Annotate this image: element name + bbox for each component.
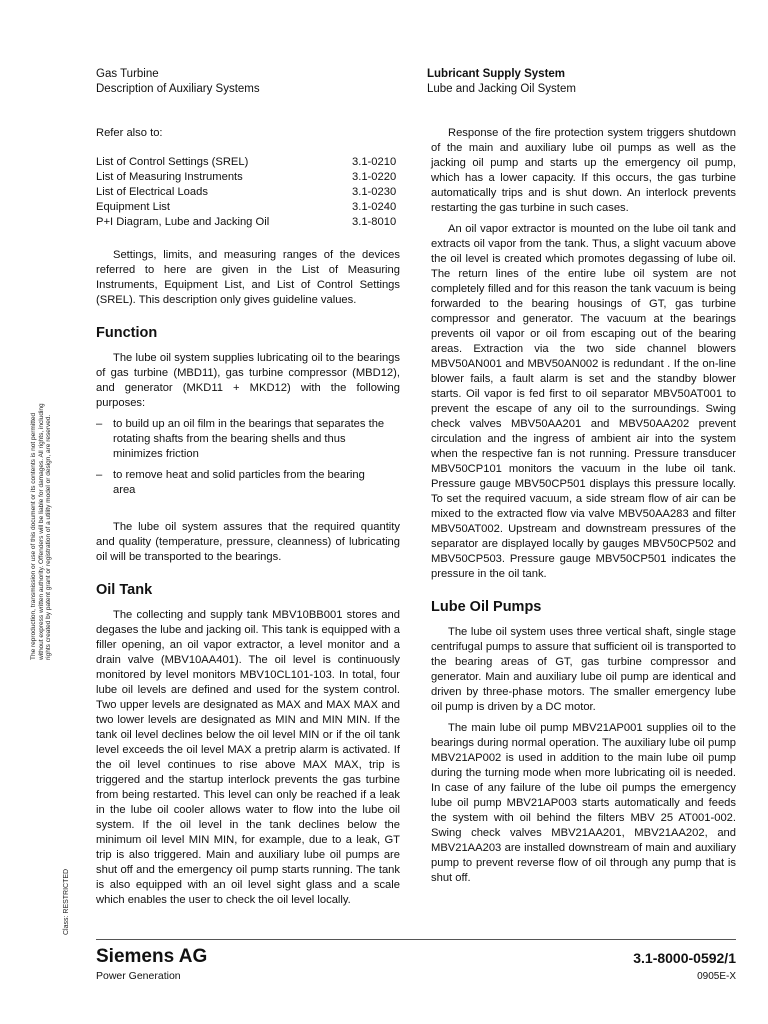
header-right-line1: Lubricant Supply System	[427, 68, 566, 80]
reference-number: 3.1-0220	[352, 171, 397, 183]
reference-label: P+I Diagram, Lube and Jacking Oil	[96, 216, 270, 228]
function-heading: Function	[96, 325, 158, 341]
bullet-item	[96, 417, 400, 462]
header-right	[427, 67, 576, 97]
pumps-paragraph-1: The lube oil system uses three vertical shaft, single stage centrifugal pumps to assure that sufficient oil is transported to the bearing areas of GT, gas turbine compressor and generator. Main and auxiliary lube oil pump are identical and driven by three-phase motors. The smaller emergency lube oil pump is driven by a DC motor.	[431, 626, 736, 713]
footer-doc-code: 0905E-X	[697, 971, 736, 982]
oil-tank-heading: Oil Tank	[96, 582, 153, 598]
reference-row	[96, 170, 400, 185]
reference-label: List of Electrical Loads	[96, 186, 208, 198]
bullet-dash: –	[96, 469, 103, 481]
pumps-paragraph-2: The main lube oil pump MBV21AP001 supplies oil to the bearings during normal operation. The auxiliary lube oil pump MBV21AP002 is used in addition to the main lube oil pump during the turning mode when more lubricating oil is needed. In case of any failure of the lube oil pumps the emergency lube oil pump MBV21AP003 starts automatically and feeds the system with oil behind the filters MBV 25 AT001-002. Swing check valves MBV21AA201, MBV21AA202, and MBV21AA203 are installed downstream of main and auxiliary pump to prevent reverse flow of oil through any pump that is shut off.	[431, 722, 736, 884]
copyright-text: The reproduction, transmission or use of this document or its contents is not permitted without express written authority. Offenders will be liable for damages. All rights, including rights created by patent grant or registration of a utility model or design, are reserved.	[30, 403, 53, 660]
footer-division: Power Generation	[96, 970, 181, 982]
reference-number: 3.1-8010	[352, 216, 397, 228]
oil-tank-paragraph: The collecting and supply tank MBV10BB001 stores and degases the lube and jacking oil. This tank is equipped with a filler opening, an oil vapor extractor, a level monitor and a drain valve (MBV10AA401). The oil level is continuously monitored by level monitors MBV10CL101-103. In total, four lube oil levels are defined and used for the system control. Two upper levels are designated as MAX and MAX MAX and two lower levels are designated as MIN and MIN MIN. If the tank oil level declines below the oil level MIN or if the oil tank level exceeds the oil level MAX a pretrip alarm is activated. If the oil level continues to rise above MAX MAX, trip is triggered and the startup interlock prevents the gas turbine from being restarted. This level can only be reached if a leak in the lube oil cooler allows water to flow into the lube oil system. If the oil level in the tank declines below the minimum oil level MIN MIN, for example, due to a leak, GT trip is also triggered. Main and auxiliary lube oil pumps are shut off and the emergency oil pump starts running. The tank is also equipped with an oil level sight glass and a scale which enables the user to check the oil level locally.	[96, 609, 400, 906]
reference-label: List of Measuring Instruments	[96, 171, 243, 183]
right-column	[431, 126, 736, 892]
bullet-text: to remove heat and solid particles from the bearing area	[113, 469, 365, 496]
bullet-dash: –	[96, 418, 103, 430]
lube-oil-pumps-heading: Lube Oil Pumps	[431, 599, 542, 615]
header-left	[96, 67, 260, 97]
reference-row	[96, 215, 400, 230]
bullet-text: to build up an oil film in the bearings that separates the rotating shafts from the bearing shells and thus minimizes friction	[113, 418, 385, 460]
header-left-line2: Description of Auxiliary Systems	[96, 83, 260, 95]
reference-row	[96, 155, 400, 170]
reference-label: List of Control Settings (SREL)	[96, 156, 249, 168]
refer-label: Refer also to:	[96, 127, 163, 139]
reference-number: 3.1-0210	[352, 156, 397, 168]
header-left-line1: Gas Turbine	[96, 68, 159, 80]
settings-paragraph: Settings, limits, and measuring ranges of the devices referred to here are given in the List of Measuring Instruments, Equipment List, and List of Control Settings (SREL). This description only gives guideline values.	[96, 249, 400, 306]
reference-label: Equipment List	[96, 201, 171, 213]
fire-protection-paragraph: Response of the fire protection system triggers shutdown of the main and auxiliary lube oil pumps as well as the jacking oil pump and starts up the emergency oil pump, which has a lower capacity. If this occurs, the gas turbine automatically trips and is shut down. An interlock prevents restarting the gas turbine in such cases.	[431, 127, 736, 214]
reference-number: 3.1-0230	[352, 186, 397, 198]
reference-row	[96, 200, 400, 215]
footer-company: Siemens AG	[96, 946, 208, 967]
footer-doc-number: 3.1-8000-0592/1	[633, 950, 736, 966]
left-column	[96, 126, 400, 914]
class-text: Class: RESTRICTED	[63, 868, 70, 935]
reference-row	[96, 185, 400, 200]
classification-label	[63, 845, 71, 935]
footer-rule	[96, 939, 736, 940]
oil-vapor-paragraph: An oil vapor extractor is mounted on the lube oil tank and extracts oil vapor from the tank. Thus, a slight vacuum above the oil level is created which promotes degassing of lube oil. The return lines of the entire lube oil system are not completely filled and for this reason the tank vacuum is being forwarded to the bearing housings of GT, gas turbine compressor and generator. The vacuum at the bearings prevents oil vapor or oil from escaping out of the bearing areas. Extraction via the two side channel blowers MBV50AN001 and MBV50AN002 is redundant . If the on-line blower fails, a fault alarm is set and the standby blower starts. Oil vapor is fed first to oil separator MBV50AT001 to prevent the escape of any oil to the surroundings. Swing check valves MBV50AA201 and MBV50AA202 prevent circulation and the ingress of ambient air into the system when the respective fan is not running. Pressure transducer MBV50CP101 monitors the vacuum in the lube oil tank. Pressure gauge MBV50CP501 displays this pressure locally. To set the required vacuum, a side stream flow of air can be mixed to the extracted flow via valve MBV50AA283 and filter MBV50AT002. Upstream and downstream pressures of the separator are displayed locally by gauges MBV50CP502 and MBV50CP503. Pressure gauge MBV50CP501 indicates the pressure in the oil tank.	[431, 223, 736, 580]
reference-number: 3.1-0240	[352, 201, 397, 213]
assures-paragraph: The lube oil system assures that the required quantity and quality (temperature, pressure, cleanness) of lubricating oil will be transported to the bearings.	[96, 521, 400, 563]
reference-list	[96, 155, 400, 230]
header-right-line2: Lube and Jacking Oil System	[427, 83, 576, 95]
function-paragraph: The lube oil system supplies lubricating oil to the bearings of gas turbine (MBD11), gas turbine compressor (MBD12), and generator (MKD11 + MKD12) with the following purposes:	[96, 352, 400, 409]
bullet-item	[96, 468, 400, 498]
copyright-notice	[30, 400, 53, 660]
